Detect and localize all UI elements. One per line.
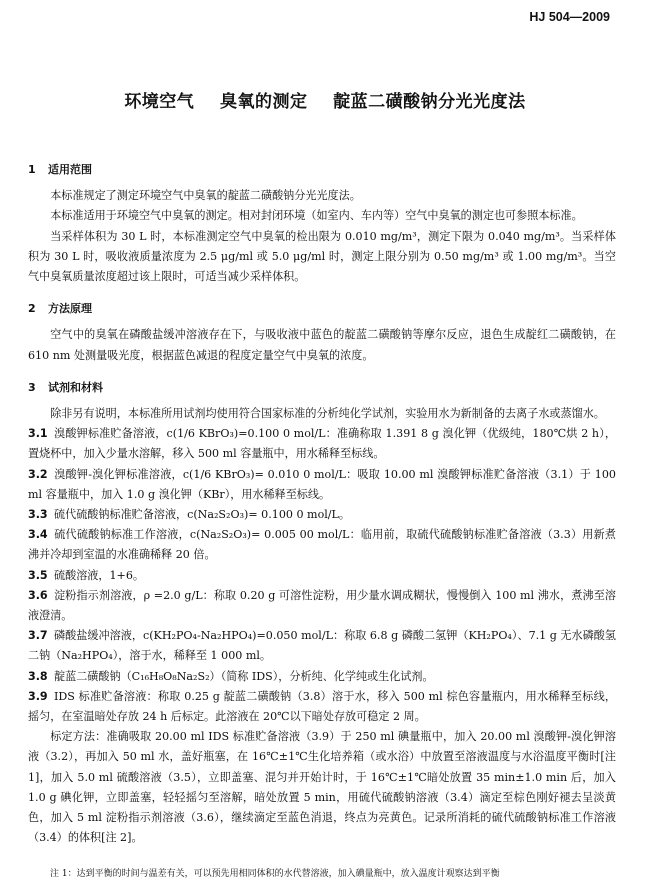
list-item: 3.4 硫代硫酸钠标准工作溶液，c(Na₂S₂O₃)= 0.005 00 mol/L：临用前，取硫代硫酸钠标准贮备溶液（3.3）用新煮沸并冷却到室温的水准确稀释 20 倍。 (28, 528, 616, 562)
paragraph: 除非另有说明，本标准所用试剂均使用符合国家标准的分析纯化学试剂，实验用水为新制备的去离子水或蒸馏水。 (50, 407, 605, 421)
section-heading: 3 试剂和材料 (28, 380, 103, 394)
footnote: 注 1：达到平衡的时间与温差有关，可以预先用相同体积的水代替溶液，加入碘量瓶中，放入温度计观察达到平衡 (50, 869, 500, 879)
paragraph: 本标准规定了测定环境空气中臭氧的靛蓝二磺酸钠分光光度法。 (50, 189, 361, 203)
list-item: 3.5 硫酸溶液，1+6。 (28, 568, 144, 582)
document-body (28, 152, 616, 849)
section-heading: 2 方法原理 (28, 302, 92, 316)
paragraph: 空气中的臭氧在磷酸盐缓冲溶液存在下，与吸收液中蓝色的靛蓝二磺酸钠等摩尔反应，退色生成靛红二磺酸钠，在 610 nm 处测量吸光度，根据蓝色减退的程度定量空气中臭氧的浓度。 (28, 328, 616, 362)
list-item: 3.3 硫代硫酸钠标准贮备溶液，c(Na₂S₂O₃)= 0.100 0 mol/L。 (28, 508, 350, 522)
list-item: 3.6 淀粉指示剂溶液，ρ =2.0 g/L：称取 0.20 g 可溶性淀粉，用少量水调成糊状，慢慢倒入 100 ml 沸水，煮沸至溶液澄清。 (28, 588, 616, 623)
paragraph: 本标准适用于环境空气中臭氧的测定。相对封闭环境（如室内、车内等）空气中臭氧的测定也可参照本标准。 (50, 209, 583, 223)
document-title: 环境空气 臭氧的测定 靛蓝二磺酸钠分光光度法 (124, 92, 526, 112)
calibration-paragraph: 标定方法：准确吸取 20.00 ml IDS 标准贮备溶液（3.9）于 250 ml 碘量瓶中，加入 20.00 ml 溴酸钾-溴化钾溶液（3.2），再加入 50 ml 水，盖好瓶塞，在 16℃±1℃生化培养箱（或水浴）中放置至溶液温度与水浴温度平衡时[注 1]，加入 5.0 ml 硫酸溶液（3.5），立即盖塞、混匀并开始计时，于 16℃±1℃暗处放置 35 min±1.0 min 后，加入 1.0 g 碘化钾，立即盖塞，轻轻摇匀至溶解，暗处放置 5 min，用硫代硫酸钠溶液（3.4）滴定至棕色刚好褪去呈淡黄色，加入 5 ml 淀粉指示剂溶液（3.6），继续滴定至蓝色消退，终点为亮黄色。记录所消耗的硫代硫酸钠标准工作溶液（3.4）的体积[注 2]。 (28, 730, 616, 845)
section-heading: 1 适用范围 (28, 163, 92, 176)
list-item: 3.2 溴酸钾-溴化钾标准溶液，c(1/6 KBrO₃)= 0.010 0 mol/L：吸取 10.00 ml 溴酸钾标准贮备溶液（3.1）于 100 ml 容量瓶中，加入 1.0 g 溴化钾（KBr），用水稀释至标线。 (28, 467, 616, 501)
list-item: 3.7 磷酸盐缓冲溶液，c(KH₂PO₄-Na₂HPO₄)=0.050 mol/L：称取 6.8 g 磷酸二氢钾（KH₂PO₄）、7.1 g 无水磷酸氢二钠（Na₂HPO₄），溶于水，稀释至 1 000 ml。 (28, 629, 616, 663)
list-item: 3.8 靛蓝二磺酸钠（C₁₆H₈O₈Na₂S₂）（简称 IDS），分析纯、化学纯或生化试剂。 (28, 669, 434, 683)
list-item: 3.9 IDS 标准贮备溶液：称取 0.25 g 靛蓝二磺酸钠（3.8）溶于水，移入 500 ml 棕色容量瓶内，用水稀释至标线，摇匀，在室温暗处存放 24 h 后标定。此溶液在 20℃以下暗处存放可稳定 2 周。 (28, 689, 616, 724)
standard-code: HJ 504—2009 (529, 10, 610, 24)
paragraph: 当采样体积为 30 L 时，本标准测定空气中臭氧的检出限为 0.010 mg/m³，测定下限为 0.040 mg/m³。当采样体积为 30 L 时，吸收液质量浓度为 2.5 μg/ml 或 5.0 μg/ml 时，测定上限分别为 0.50 mg/m³ 或 1.00 mg/m³。当空气中臭氧质量浓度超过该上限时，可适当减少采样体积。 (28, 229, 616, 284)
list-item: 3.1 溴酸钾标准贮备溶液，c(1/6 KBrO₃)=0.100 0 mol/L：准确称取 1.391 8 g 溴化钾（优级纯，180℃烘 2 h），置烧杯中，加入少量水溶解，移入 500 ml 容量瓶中，用水稀释至标线。 (28, 427, 616, 461)
